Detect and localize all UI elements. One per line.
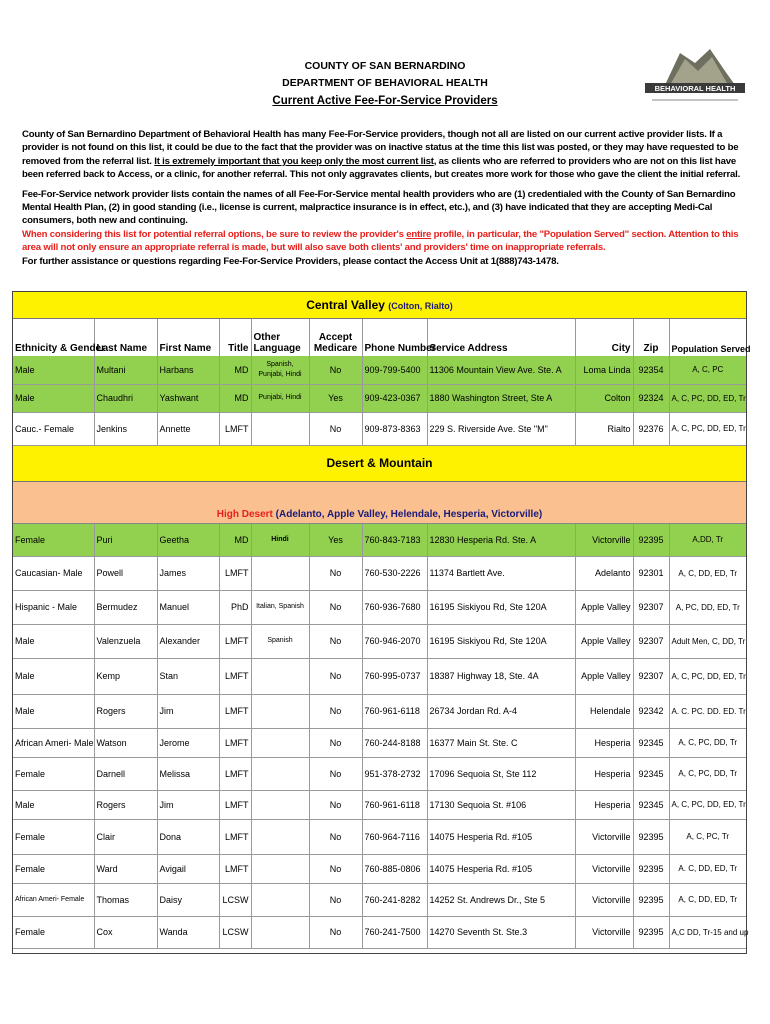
language-cell <box>251 412 309 445</box>
population-cell: A, C, PC, DD, Tr <box>669 728 746 757</box>
zip-cell: 92395 <box>633 883 669 916</box>
table-row <box>13 624 746 658</box>
language-cell: Italian, Spanish <box>251 590 309 624</box>
language-cell: Spanish, Punjabi, Hindi <box>251 356 309 384</box>
col-medicare: Accept Medicare <box>309 318 362 356</box>
first-name-cell: Yashwant <box>157 384 219 412</box>
title-cell: LMFT <box>219 624 251 658</box>
region-desert-mountain: Desert & Mountain <box>13 445 746 481</box>
table-row <box>13 854 746 883</box>
title-cell: LMFT <box>219 790 251 819</box>
col-ethnicity: Ethnicity & Gender <box>13 318 94 356</box>
last-name-cell: Rogers <box>94 694 157 728</box>
title-cell: LCSW <box>219 883 251 916</box>
table-row <box>13 790 746 819</box>
medicare-cell: No <box>309 757 362 790</box>
city-cell: Victorville <box>575 523 633 556</box>
col-population: Population Served <box>671 344 751 354</box>
zip-cell: 92354 <box>633 356 669 384</box>
first-name-cell: James <box>157 556 219 590</box>
phone-cell: 760-530-2226 <box>362 556 427 590</box>
table-row <box>13 658 746 694</box>
table-row <box>13 412 746 445</box>
ethnicity-cell: Cauc.- Female <box>13 412 94 445</box>
ethnicity-cell: Female <box>13 757 94 790</box>
medicare-cell: No <box>309 883 362 916</box>
address-cell: 12830 Hesperia Rd. Ste. A <box>427 523 575 556</box>
population-cell: A, C, PC <box>669 356 746 384</box>
subregion-high-desert: High Desert (Adelanto, Apple Valley, Helendale, Hesperia, Victorville) <box>13 481 746 523</box>
address-cell: 11374 Bartlett Ave. <box>427 556 575 590</box>
last-name-cell: Thomas <box>94 883 157 916</box>
first-name-cell: Manuel <box>157 590 219 624</box>
address-cell: 18387 Highway 18, Ste. 4A <box>427 658 575 694</box>
last-name-cell: Jenkins <box>94 412 157 445</box>
last-name-cell: Watson <box>94 728 157 757</box>
county-name: COUNTY OF SAN BERNARDINO <box>304 60 466 72</box>
language-cell: Spanish <box>251 624 309 658</box>
phone-cell: 760-995-0737 <box>362 658 427 694</box>
last-name-cell: Ward <box>94 854 157 883</box>
ethnicity-cell: Male <box>13 658 94 694</box>
phone-cell: 951-378-2732 <box>362 757 427 790</box>
first-name-cell: Jerome <box>157 728 219 757</box>
last-name-cell: Multani <box>94 356 157 384</box>
title-cell: LMFT <box>219 694 251 728</box>
last-name-cell: Bermudez <box>94 590 157 624</box>
intro-paragraph-1: County of San Bernardino Department of Behavioral Health has many Fee-For-Service providers, though not all are listed on our current active provider lists. If a provider is not found on this list, it could be due to the fact that the provider was on inactive status at the time this list was posted, or they may have requested to be removed from the referral list. It is extremely important that you keep only the most current list, as clients who are referred to providers who are not on this list have been referred back to Access, or a clinic, for another referral. This not only aggravates clients, but creates more work for those who gave the client the initial referral. <box>22 129 741 181</box>
ethnicity-cell: Female <box>13 819 94 854</box>
city-cell: Helendale <box>575 694 633 728</box>
table-row <box>13 883 746 916</box>
ethnicity-cell: Male <box>13 694 94 728</box>
population-cell: A,C DD, Tr-15 and up <box>669 916 746 948</box>
language-cell <box>251 694 309 728</box>
department-name: DEPARTMENT OF BEHAVIORAL HEALTH <box>282 77 488 89</box>
zip-cell: 92342 <box>633 694 669 728</box>
ethnicity-cell: Female <box>13 854 94 883</box>
title-cell: PhD <box>219 590 251 624</box>
intro-warning: When considering this list for potential referral options, be sure to review the provider's entire profile, in particular, the "Population Served" section. Attention to this area will not only ensure an appropriate referral is made, but will also save both clients' and providers' time on inappropriate referrals. <box>22 228 739 254</box>
phone-cell: 760-961-6118 <box>362 694 427 728</box>
intro-contact: For further assistance or questions regarding Fee-For-Service Providers, please contact the Access Unit at 1(888)743-1478. <box>22 255 559 267</box>
city-cell: Apple Valley <box>575 658 633 694</box>
medicare-cell: No <box>309 728 362 757</box>
region-central-valley: Central Valley (Colton, Rialto) <box>13 292 746 318</box>
zip-cell: 92376 <box>633 412 669 445</box>
col-language: Other Language <box>251 318 309 356</box>
first-name-cell: Harbans <box>157 356 219 384</box>
address-cell: 11306 Mountain View Ave. Ste. A <box>427 356 575 384</box>
medicare-cell: No <box>309 694 362 728</box>
last-name-cell: Clair <box>94 819 157 854</box>
col-title: Title <box>219 318 251 356</box>
zip-cell: 92301 <box>633 556 669 590</box>
title-cell: LMFT <box>219 412 251 445</box>
address-cell: 17096 Sequoia St, Ste 112 <box>427 757 575 790</box>
last-name-cell: Chaudhri <box>94 384 157 412</box>
zip-cell: 92395 <box>633 916 669 948</box>
ethnicity-cell: Male <box>13 384 94 412</box>
zip-cell: 92345 <box>633 728 669 757</box>
population-cell: A, C, PC, DD, ED, Tr <box>669 790 746 819</box>
city-cell: Colton <box>575 384 633 412</box>
ethnicity-cell: Male <box>13 624 94 658</box>
address-cell: 16195 Siskiyou Rd, Ste 120A <box>427 624 575 658</box>
city-cell: Victorville <box>575 819 633 854</box>
population-cell: A, C, PC, DD, ED, Tr <box>669 412 746 445</box>
phone-cell: 760-885-0806 <box>362 854 427 883</box>
zip-cell: 92307 <box>633 624 669 658</box>
title-cell: MD <box>219 523 251 556</box>
last-name-cell: Puri <box>94 523 157 556</box>
medicare-cell: No <box>309 854 362 883</box>
population-cell: A, C, PC, DD, Tr <box>669 757 746 790</box>
title-cell: LMFT <box>219 556 251 590</box>
city-cell: Adelanto <box>575 556 633 590</box>
city-cell: Loma Linda <box>575 356 633 384</box>
zip-cell: 92345 <box>633 757 669 790</box>
phone-cell: 760-241-8282 <box>362 883 427 916</box>
language-cell <box>251 728 309 757</box>
first-name-cell: Stan <box>157 658 219 694</box>
population-cell: A. C. PC. DD. ED. Tr <box>669 694 746 728</box>
city-cell: Hesperia <box>575 790 633 819</box>
first-name-cell: Annette <box>157 412 219 445</box>
phone-cell: 760-244-8188 <box>362 728 427 757</box>
table-row <box>13 523 746 556</box>
table-row <box>13 694 746 728</box>
ethnicity-cell: Male <box>13 356 94 384</box>
medicare-cell: Yes <box>309 523 362 556</box>
language-cell <box>251 757 309 790</box>
ethnicity-cell: Caucasian- Male <box>13 556 94 590</box>
first-name-cell: Jim <box>157 790 219 819</box>
population-cell: A, C, PC, Tr <box>669 819 746 854</box>
phone-cell: 760-946-2070 <box>362 624 427 658</box>
table-row <box>13 590 746 624</box>
title-cell: MD <box>219 384 251 412</box>
address-cell: 16377 Main St. Ste. C <box>427 728 575 757</box>
population-cell: A, PC, DD, ED, Tr <box>669 590 746 624</box>
last-name-cell: Valenzuela <box>94 624 157 658</box>
zip-cell: 92395 <box>633 523 669 556</box>
phone-cell: 909-423-0367 <box>362 384 427 412</box>
ethnicity-cell: Male <box>13 790 94 819</box>
table-row <box>13 757 746 790</box>
address-cell: 16195 Siskiyou Rd, Ste 120A <box>427 590 575 624</box>
language-cell <box>251 883 309 916</box>
phone-cell: 760-843-7183 <box>362 523 427 556</box>
zip-cell: 92395 <box>633 819 669 854</box>
column-header-row <box>13 318 746 356</box>
page-title: Current Active Fee-For-Service Providers <box>272 95 498 107</box>
address-cell: 26734 Jordan Rd. A-4 <box>427 694 575 728</box>
last-name-cell: Powell <box>94 556 157 590</box>
table-row <box>13 384 746 412</box>
title-cell: MD <box>219 356 251 384</box>
population-cell: A, C, PC, DD, ED, Tr <box>669 384 746 412</box>
phone-cell: 760-241-7500 <box>362 916 427 948</box>
medicare-cell: No <box>309 790 362 819</box>
col-phone: Phone Number <box>362 318 427 356</box>
phone-cell: 909-873-8363 <box>362 412 427 445</box>
col-last-name: Last Name <box>94 318 157 356</box>
medicare-cell: No <box>309 658 362 694</box>
city-cell: Hesperia <box>575 728 633 757</box>
provider-table <box>12 291 751 954</box>
medicare-cell: No <box>309 356 362 384</box>
address-cell: 229 S. Riverside Ave. Ste "M" <box>427 412 575 445</box>
table-row <box>13 556 746 590</box>
population-cell: A. C, DD, ED, Tr <box>669 854 746 883</box>
first-name-cell: Dona <box>157 819 219 854</box>
ethnicity-cell: Female <box>13 916 94 948</box>
intro-text <box>22 128 744 268</box>
col-zip: Zip <box>633 318 669 356</box>
table-row <box>13 819 746 854</box>
col-city: City <box>575 318 633 356</box>
address-cell: 1880 Washington Street, Ste A <box>427 384 575 412</box>
city-cell: Apple Valley <box>575 624 633 658</box>
population-cell: A, C, DD, ED, Tr <box>669 883 746 916</box>
table-row <box>13 728 746 757</box>
phone-cell: 909-799-5400 <box>362 356 427 384</box>
medicare-cell: No <box>309 819 362 854</box>
medicare-cell: No <box>309 412 362 445</box>
last-name-cell: Darnell <box>94 757 157 790</box>
city-cell: Victorville <box>575 854 633 883</box>
address-cell: 14252 St. Andrews Dr., Ste 5 <box>427 883 575 916</box>
first-name-cell: Daisy <box>157 883 219 916</box>
population-cell: A, C, DD, ED, Tr <box>669 556 746 590</box>
title-cell: LMFT <box>219 757 251 790</box>
address-cell: 14075 Hesperia Rd. #105 <box>427 819 575 854</box>
ethnicity-cell: African Ameri- Female <box>13 883 94 916</box>
first-name-cell: Geetha <box>157 523 219 556</box>
ethnicity-cell: Female <box>13 523 94 556</box>
city-cell: Apple Valley <box>575 590 633 624</box>
city-cell: Hesperia <box>575 757 633 790</box>
language-cell <box>251 916 309 948</box>
title-cell: LMFT <box>219 728 251 757</box>
population-cell: Adult Men, C, DD, Tr <box>669 624 746 658</box>
city-cell: Victorville <box>575 916 633 948</box>
zip-cell: 92395 <box>633 854 669 883</box>
zip-cell: 92307 <box>633 658 669 694</box>
language-cell <box>251 556 309 590</box>
population-cell: A, C, PC, DD, ED, Tr <box>669 658 746 694</box>
zip-cell: 92345 <box>633 790 669 819</box>
city-cell: Victorville <box>575 883 633 916</box>
first-name-cell: Jim <box>157 694 219 728</box>
svg-text:BEHAVIORAL HEALTH: BEHAVIORAL HEALTH <box>654 84 736 93</box>
title-cell: LMFT <box>219 819 251 854</box>
col-first-name: First Name <box>157 318 219 356</box>
medicare-cell: No <box>309 590 362 624</box>
table-row <box>13 356 746 384</box>
last-name-cell: Kemp <box>94 658 157 694</box>
title-cell: LCSW <box>219 916 251 948</box>
title-cell: LMFT <box>219 658 251 694</box>
medicare-cell: No <box>309 624 362 658</box>
medicare-cell: Yes <box>309 384 362 412</box>
col-address: Service Address <box>427 318 575 356</box>
behavioral-health-logo <box>640 45 750 107</box>
table-row <box>13 916 746 948</box>
language-cell <box>251 790 309 819</box>
zip-cell: 92307 <box>633 590 669 624</box>
address-cell: 14270 Seventh St. Ste.3 <box>427 916 575 948</box>
language-cell: Hindi <box>251 523 309 556</box>
medicare-cell: No <box>309 556 362 590</box>
zip-cell: 92324 <box>633 384 669 412</box>
title-cell: LMFT <box>219 854 251 883</box>
first-name-cell: Wanda <box>157 916 219 948</box>
phone-cell: 760-961-6118 <box>362 790 427 819</box>
ethnicity-cell: Hispanic - Male <box>13 590 94 624</box>
first-name-cell: Melissa <box>157 757 219 790</box>
last-name-cell: Cox <box>94 916 157 948</box>
ethnicity-cell: African Ameri- Male <box>13 728 94 757</box>
first-name-cell: Alexander <box>157 624 219 658</box>
phone-cell: 760-964-7116 <box>362 819 427 854</box>
city-cell: Rialto <box>575 412 633 445</box>
address-cell: 17130 Sequoia St. #106 <box>427 790 575 819</box>
phone-cell: 760-936-7680 <box>362 590 427 624</box>
first-name-cell: Avigail <box>157 854 219 883</box>
language-cell <box>251 658 309 694</box>
language-cell <box>251 819 309 854</box>
language-cell: Punjabi, Hindi <box>251 384 309 412</box>
medicare-cell: No <box>309 916 362 948</box>
last-name-cell: Rogers <box>94 790 157 819</box>
intro-paragraph-2: Fee-For-Service network provider lists contain the names of all Fee-For-Service mental health providers who are (1) credentialed with the County of San Bernardino Mental Health Plan, (2) in good standing (i.e., license is current, malpractice insurance is in effect, etc.), and (3) have indicated that they are accepting Medi-Cal consumers, both new and continuing. <box>22 188 736 227</box>
language-cell <box>251 854 309 883</box>
address-cell: 14075 Hesperia Rd. #105 <box>427 854 575 883</box>
population-cell: A,DD, Tr <box>669 523 746 556</box>
